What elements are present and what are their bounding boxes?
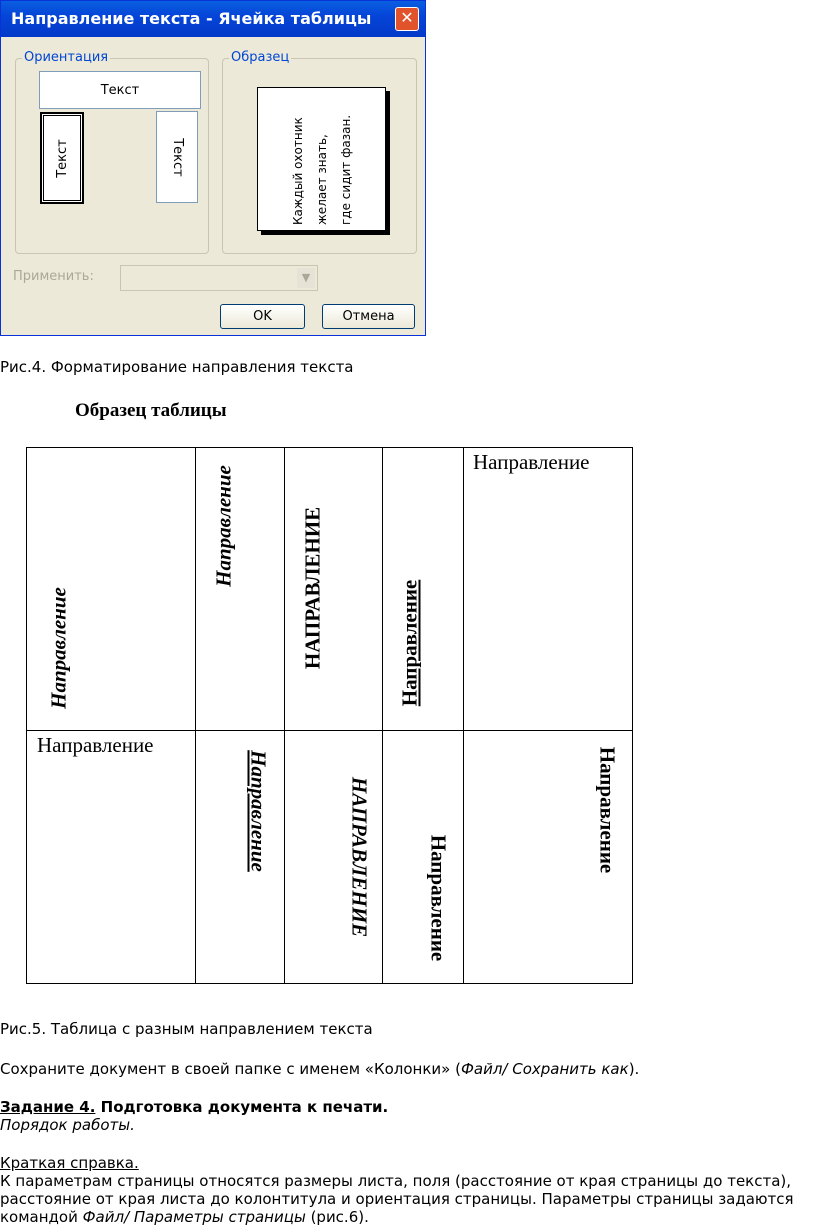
figure-5-caption: Рис.5. Таблица с разным направлением текста: [0, 1020, 373, 1038]
reference-line: расстояние от края листа до колонтитула и ориентация страницы. Параметры страницы задаются: [0, 1190, 794, 1208]
orientation-horizontal-label: Текст: [100, 82, 140, 98]
save-instruction: [0, 1060, 639, 1078]
task-heading: [0, 1098, 388, 1116]
table-cell: [463, 447, 633, 731]
orientation-horizontal[interactable]: [39, 71, 201, 109]
cell-text: Направление: [37, 733, 154, 757]
sample-line: где сидит фазан.: [338, 114, 353, 225]
table-cell: [382, 730, 464, 984]
save-text: Сохраните документ в своей папке с именем «Колонки» (: [0, 1060, 461, 1078]
task-order: Порядок работы.: [0, 1116, 135, 1134]
task-label: Задание 4.: [0, 1098, 96, 1116]
cell-text: НАПРАВЛЕНИЕ: [300, 506, 325, 670]
table-cell: [382, 447, 464, 731]
sample-label: Образец: [231, 50, 290, 65]
cell-text: Направление: [426, 834, 451, 962]
sample-line: желает знать,: [314, 134, 329, 225]
ok-button[interactable]: OK: [220, 304, 305, 329]
table-cell: [26, 730, 196, 984]
apply-select[interactable]: [120, 265, 318, 291]
sample-line: Каждый охотник: [290, 117, 305, 225]
text-direction-dialog: [0, 0, 426, 336]
table-cell: [284, 447, 383, 731]
orientation-vertical-up[interactable]: [41, 113, 83, 203]
reference-line: [0, 1208, 369, 1226]
cancel-button[interactable]: Отмена: [322, 304, 415, 329]
sample-text: [286, 93, 358, 225]
figure-4-caption: Рис.4. Форматирование направления текста: [0, 358, 354, 376]
cell-text: Направление: [46, 587, 71, 709]
table-cell: [195, 730, 285, 984]
task-title: Подготовка документа к печати.: [95, 1098, 389, 1116]
cell-text: Направление: [246, 750, 271, 872]
reference-text: командой: [0, 1208, 83, 1226]
orientation-vertical-down-label: Текст: [169, 137, 185, 177]
reference-heading: Краткая справка.: [0, 1154, 139, 1172]
chevron-down-icon[interactable]: ▼: [297, 268, 315, 288]
save-text-end: ).: [628, 1060, 640, 1078]
table-cell: [463, 730, 633, 984]
apply-label: Применить:: [13, 269, 94, 284]
table-cell: [26, 447, 196, 731]
dialog-title: Направление текста - Ячейка таблицы: [1, 1, 425, 37]
cell-text: Направление: [211, 465, 236, 587]
sample-preview: [257, 87, 386, 231]
cell-text: Направление: [397, 579, 422, 707]
table-cell: [284, 730, 383, 984]
orientation-vertical-down[interactable]: [156, 111, 198, 203]
cell-text: Направление: [473, 450, 590, 474]
orientation-vertical-up-label: Текст: [54, 138, 70, 178]
reference-line: К параметрам страницы относятся размеры листа, поля (расстояние от края страницы до текста),: [0, 1172, 792, 1190]
cell-text: Направление: [595, 746, 620, 874]
cell-text: НАПРАВЛЕНИЕ: [347, 776, 372, 938]
save-command: Файл/ Сохранить как: [460, 1060, 629, 1078]
table-title: Образец таблицы: [75, 400, 227, 421]
reference-command: Файл/ Параметры страницы: [82, 1208, 306, 1226]
close-button[interactable]: ✕: [395, 7, 419, 31]
reference-text-end: (рис.6).: [305, 1208, 369, 1226]
table-cell: [195, 447, 285, 731]
orientation-label: Ориентация: [24, 50, 109, 65]
